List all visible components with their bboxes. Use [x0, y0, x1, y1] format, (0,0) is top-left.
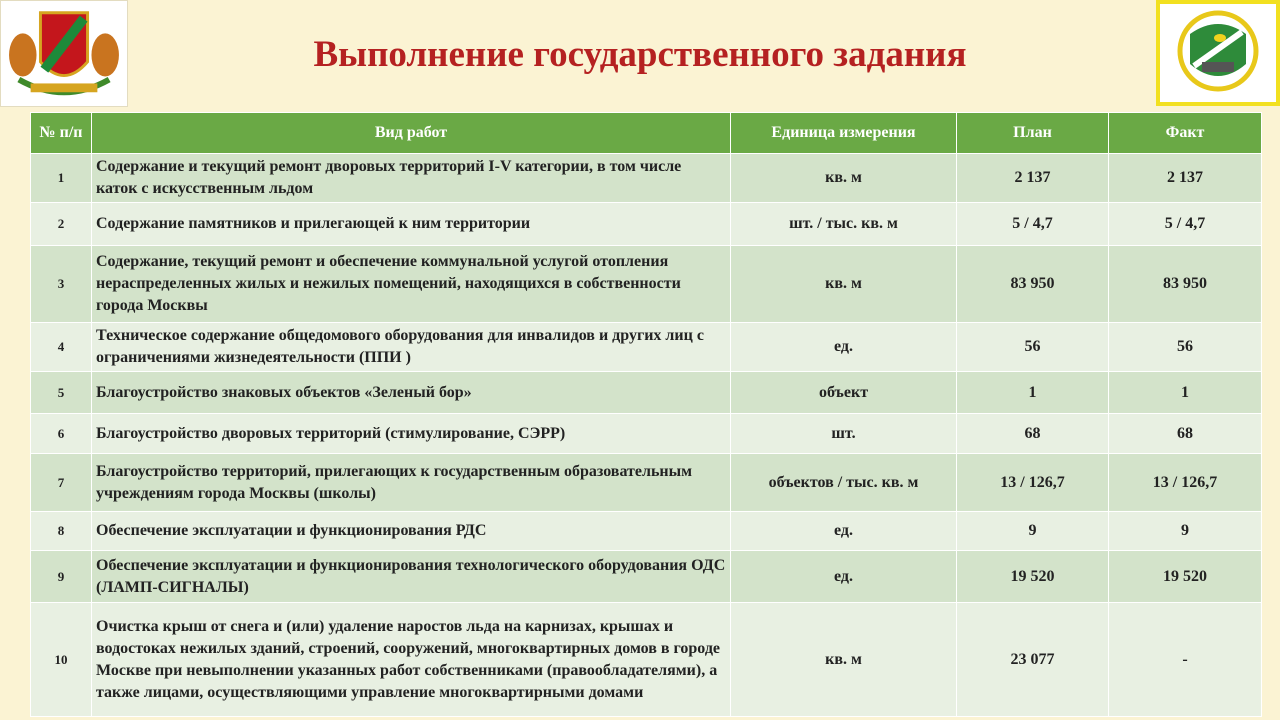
cell-work: Благоустройство знаковых объектов «Зеленый бор»: [92, 372, 731, 414]
cell-unit: кв. м: [731, 154, 957, 203]
cell-fact: -: [1109, 603, 1262, 717]
cell-fact: 13 / 126,7: [1109, 454, 1262, 512]
cell-fact: 5 / 4,7: [1109, 203, 1262, 246]
cell-work: Техническое содержание общедомового оборудования для инвалидов и других лиц с ограничениями жизнедеятельности (ППИ ): [92, 323, 731, 372]
cell-work: Благоустройство территорий, прилегающих к государственным образовательным учреждениям города Москвы (школы): [92, 454, 731, 512]
cell-fact: 68: [1109, 414, 1262, 454]
cell-plan: 2 137: [957, 154, 1109, 203]
cell-num: 9: [31, 551, 92, 603]
cell-num: 1: [31, 154, 92, 203]
cell-work: Содержание, текущий ремонт и обеспечение коммунальной услугой отопления нераспределенных жилых и нежилых помещений, находящихся в собственности города Москвы: [92, 246, 731, 323]
cell-plan: 19 520: [957, 551, 1109, 603]
zelenograd-coat-of-arms-logo: [0, 0, 128, 107]
state-task-table: [30, 112, 1262, 717]
table-row: [31, 603, 1262, 717]
cell-work: Обеспечение эксплуатации и функционирования РДС: [92, 512, 731, 551]
cell-fact: 2 137: [1109, 154, 1262, 203]
cell-num: 6: [31, 414, 92, 454]
cell-plan: 5 / 4,7: [957, 203, 1109, 246]
cell-plan: 9: [957, 512, 1109, 551]
cell-plan: 13 / 126,7: [957, 454, 1109, 512]
cell-work: Содержание и текущий ремонт дворовых территорий I-V категории, в том числе каток с искусственным льдом: [92, 154, 731, 203]
cell-fact: 56: [1109, 323, 1262, 372]
cell-work: Содержание памятников и прилегающей к ним территории: [92, 203, 731, 246]
cell-unit: объектов / тыс. кв. м: [731, 454, 957, 512]
cell-plan: 83 950: [957, 246, 1109, 323]
cell-fact: 83 950: [1109, 246, 1262, 323]
cell-num: 3: [31, 246, 92, 323]
table-row: [31, 512, 1262, 551]
table-row: [31, 203, 1262, 246]
cell-unit: шт.: [731, 414, 957, 454]
header-plan: План: [957, 113, 1109, 154]
cell-num: 8: [31, 512, 92, 551]
cell-unit: объект: [731, 372, 957, 414]
page-title: Выполнение государственного задания: [313, 34, 967, 75]
cell-num: 7: [31, 454, 92, 512]
cell-unit: ед.: [731, 512, 957, 551]
cell-work: Обеспечение эксплуатации и функционирования технологического оборудования ОДС (ЛАМП-СИГНАЛЫ): [92, 551, 731, 603]
cell-num: 10: [31, 603, 92, 717]
cell-plan: 1: [957, 372, 1109, 414]
cell-fact: 19 520: [1109, 551, 1262, 603]
cell-num: 2: [31, 203, 92, 246]
cell-fact: 9: [1109, 512, 1262, 551]
table-row: [31, 551, 1262, 603]
cell-num: 4: [31, 323, 92, 372]
cell-work: Очистка крыш от снега и (или) удаление наростов льда на карнизах, крышах и водостоках нежилых зданий, строений, сооружений, многоквартирных домов в городе Москве при невыполнении указанных работ собственниками (правообладателями), а также лицами, осуществляющими управление многоквартирными домами: [92, 603, 731, 717]
table-row: [31, 454, 1262, 512]
table-header-row: [31, 113, 1262, 154]
cell-unit: кв. м: [731, 246, 957, 323]
cell-num: 5: [31, 372, 92, 414]
cell-plan: 68: [957, 414, 1109, 454]
coat-of-arms-icon: [1, 1, 127, 106]
table-row: [31, 414, 1262, 454]
table-row: [31, 372, 1262, 414]
emblem-icon: [1160, 4, 1276, 102]
kryukovo-emblem-logo: [1156, 0, 1280, 106]
table-row: [31, 323, 1262, 372]
header-fact: Факт: [1109, 113, 1262, 154]
cell-fact: 1: [1109, 372, 1262, 414]
table-row: [31, 246, 1262, 323]
cell-unit: кв. м: [731, 603, 957, 717]
header-unit: Единица измерения: [731, 113, 957, 154]
table-row: [31, 154, 1262, 203]
cell-plan: 56: [957, 323, 1109, 372]
cell-unit: ед.: [731, 323, 957, 372]
cell-plan: 23 077: [957, 603, 1109, 717]
header-work: Вид работ: [92, 113, 731, 154]
cell-unit: ед.: [731, 551, 957, 603]
cell-work: Благоустройство дворовых территорий (стимулирование, СЭРР): [92, 414, 731, 454]
header-num: № п/п: [31, 113, 92, 154]
cell-unit: шт. / тыс. кв. м: [731, 203, 957, 246]
